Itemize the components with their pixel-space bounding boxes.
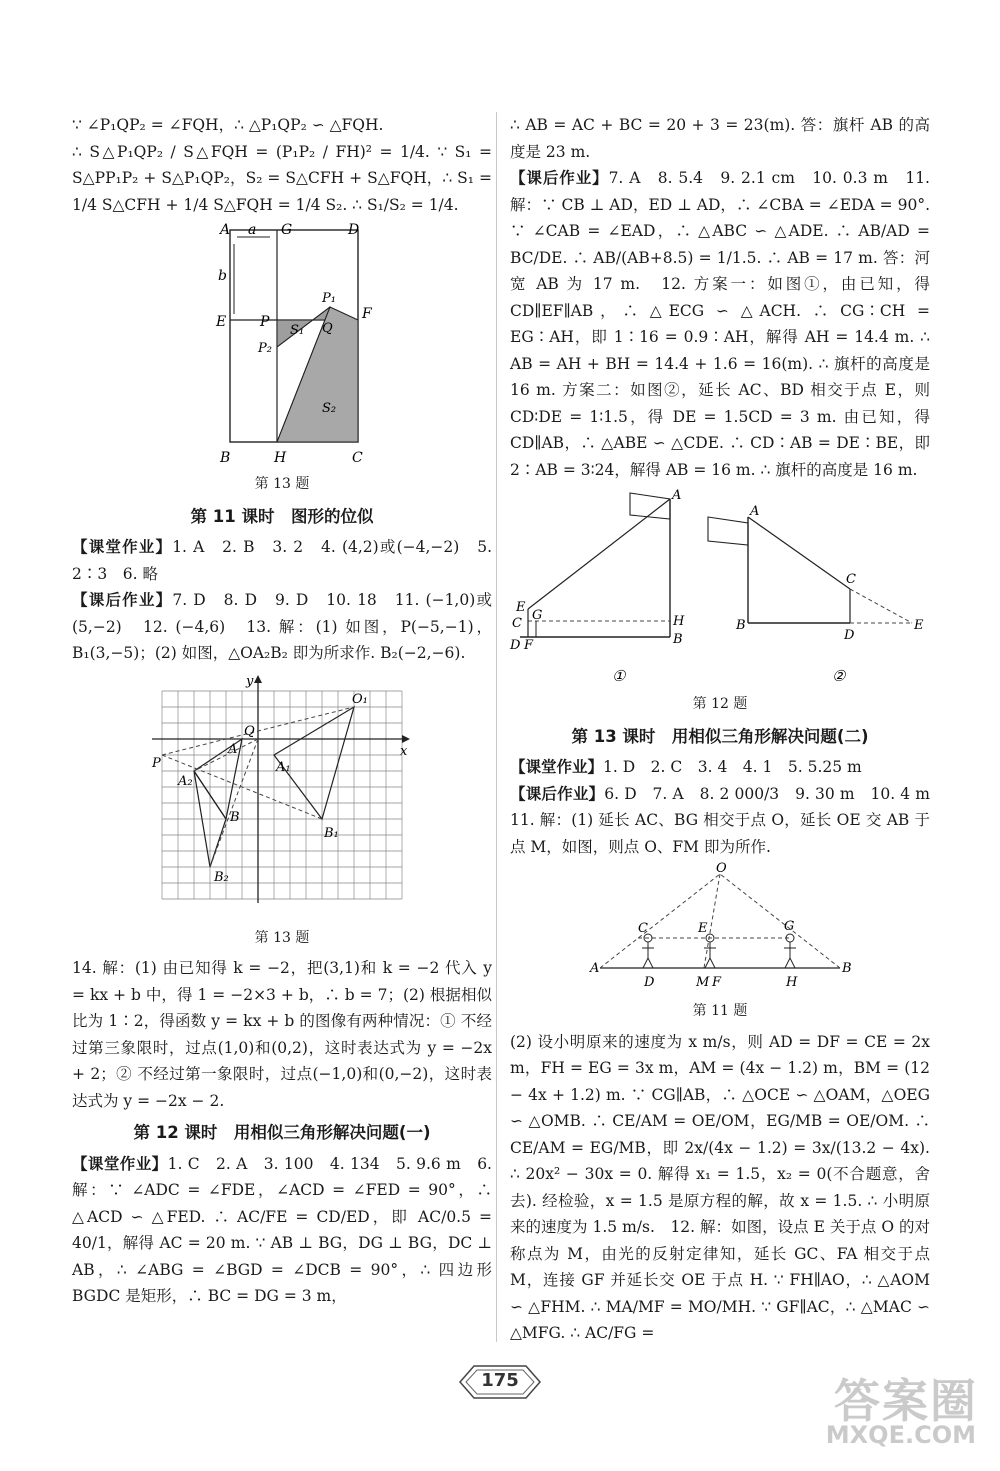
section-title: 第 13 课时 用相似三角形解决问题(二) — [571, 726, 869, 746]
paragraph: ∴ AB = AC + BC = 20 + 3 = 23(m). 答：旗杆 AB 的高度是 23 m. — [510, 116, 930, 161]
label-O: O — [716, 861, 727, 876]
label-Q: Q — [322, 321, 333, 336]
label-E: E — [216, 314, 227, 330]
label-A: A — [672, 488, 682, 503]
label-G: G — [532, 608, 543, 623]
section-title: 第 12 课时 用相似三角形解决问题(一) — [133, 1123, 431, 1142]
exercise-line — [510, 754, 930, 781]
figure-caption: 第 13 题 — [254, 476, 310, 492]
label-P: P — [152, 755, 161, 771]
exercise-line — [72, 587, 492, 667]
exercise-line — [510, 781, 946, 861]
figure-caption: 第 11 题 — [692, 1003, 748, 1019]
label-A: A — [228, 741, 238, 757]
label-circle-1: ① — [612, 667, 626, 685]
class-work-tag: 【课堂作业】 — [72, 538, 173, 556]
label-C: C — [512, 616, 522, 631]
class-work-tag: 【课堂作业】 — [72, 1154, 168, 1173]
label-O1: O₁ — [352, 691, 368, 707]
label-A: A — [220, 222, 231, 238]
figure-12-flagpoles — [510, 487, 930, 687]
label-G: G — [784, 919, 795, 934]
label-B: B — [220, 450, 231, 466]
label-circle-2: ② — [832, 667, 846, 685]
label-D: D — [844, 628, 855, 643]
exercise-line — [72, 1151, 492, 1310]
label-S1: S₁ — [290, 323, 305, 338]
coordinate-grid-figure — [152, 671, 412, 921]
question-11-12-solution: (2) 设小明原来的速度为 x m/s，则 AD = DF = CE = 2x m，FH = EG = 3x m，AM = (4x − 1.2) m，BM = (12 − 4x + 1.2) m. ∵ CG∥AB，∴ △OCE ∽ △OAM，△OEG ∽ △OMB. ∴ CE/AM = OE/OM，EG/MB = OE/OM. ∴ CE/AM = EG/MB，即 2x/(4x − 1.2) = 3x/(13.2 − 4x). ∴ 20x² − 30x = 0. 解得 x₁ = 1.5，x₂ = 0(不合题意，舍去). 经检验，x = 1.5 是原方程的解，故 x = 1.5. ∴ 小明原来的速度为 1.5 m/s. 12. 解：如图，设点 E 关于点 O 的对称点为 M，由光的反射定律知，延长 GC、FA 相交于点 M，连接 GF 并延长交 OE 于点 H. ∵ FH∥AO，∴ △AOM ∽ △FHM. ∴ MA/MF = MO/MH. ∵ GF∥AC，∴ △MAC ∽ △MFG. ∴ AC/FG = — [510, 1032, 930, 1342]
label-A: A — [750, 504, 760, 519]
class-work-tag: 【课堂作业】 — [510, 758, 604, 776]
page-number-text: 175 — [481, 1370, 519, 1391]
label-Q: Q — [244, 723, 255, 739]
answers: 7. A 8. 5.4 9. 2.1 cm 10. 0.3 m 11. 解：∵ CB ⊥ AD，ED ⊥ AD，∴ ∠CBA = ∠EDA = 90°. ∵ ∠CAB = ∠EAD，∴ △ABC ∽ △ADE. ∴ AB/AD = BC/DE. ∴ AB/(AB+8.5) = 1/1.5. ∴ AB = 17 m. 答：河宽 AB 为 17 m. 12. 方案一：如图①，由已知，得 CD∥EF∥AB，∴ △ECG ∽ △ACH. ∴ CG∶CH = EG∶AH，即 1∶16 = 0.9∶AH，解得 AH = 14.4 m. ∴ AB = AH + BH = 14.4 + 1.6 = 16(m). ∴ 旗杆的高度是 16 m. 方案二：如图②，延长 AC、BD 相交于点 E，则 CD∶DE = 1∶1.5，得 DE = 1.5CD = 3 m. 由已知，得 CD∥AB，∴ △ABE ∽ △CDE. ∴ CD∶AB = DE∶BE，即 2∶AB = 3∶24，解得 AB = 16 m. ∴ 旗杆的高度是 16 m. — [510, 169, 930, 479]
label-D: D — [510, 638, 521, 653]
label-F: F — [524, 638, 534, 653]
label-C: C — [638, 921, 648, 936]
label-H: H — [673, 614, 685, 629]
label-E: E — [914, 618, 924, 633]
answers: 7. D 8. D 9. D 10. 18 11. (−1,0)或(5,−2) 12. (−4,6) 13. 解：(1) 如图，P(−5,−1)，B₁(3,−5)；(2) 如图，△OA₂B₂ 即为所求作. B₂(−2,−6). — [72, 591, 492, 662]
answers: 6. D 7. A 8. 2 000/3 9. 30 m 10. 4 m 11. 解：(1) 延长 AC、BG 相交于点 O，延长 OE 交 AB 于点 M，如图，则点 O、FM 即为所作. — [510, 784, 946, 856]
figure-caption: 第 12 题 — [692, 696, 748, 712]
label-D: D — [644, 975, 655, 990]
label-F: F — [362, 306, 372, 322]
label-E: E — [516, 600, 526, 615]
label-A2: A₂ — [178, 773, 193, 789]
answers: 1. D 2. C 3. 4 4. 1 5. 5.25 m — [603, 758, 862, 776]
homework-tag: 【课后作业】 — [510, 169, 609, 187]
page-number — [458, 1362, 542, 1402]
exercise-line — [510, 165, 930, 483]
left-column — [72, 112, 492, 1310]
label-a: a — [248, 222, 257, 238]
label-B1: B₁ — [324, 825, 339, 841]
answers: 1. C 2. A 3. 100 4. 134 5. 9.6 m 6. 解：∵ ∠ADC = ∠FDE，∠ACD = ∠FED = 90°，∴ △ACD ∽ △FED. ∴ AC/FE = CD/ED，即 AC/0.5 = 40/1，解得 AC = 20 m. ∵ AB ⊥ BG，DG ⊥ BG，DC ⊥ AB，∴ ∠ABG = ∠BGD = ∠DCB = 90°，∴ 四边形 BGDC 是矩形，∴ BC = DG = 3 m， — [72, 1154, 492, 1305]
paragraph: ∴ S△P₁QP₂ / S△FQH = (P₁P₂ / FH)² = 1/4. ∵ S₁ = S△PP₁P₂ + S△P₁QP₂，S₂ = S△CFH + S△FQH，∴ S₁ = 1/4 S△CFH + 1/4 S△FQH = 1/4 S₂. ∴ S₁/S₂ = 1/4. — [72, 142, 492, 214]
label-B: B — [842, 961, 852, 976]
label-H: H — [786, 975, 798, 990]
label-C: C — [352, 450, 363, 466]
label-S2: S₂ — [322, 401, 337, 416]
label-B: B — [736, 618, 746, 633]
label-P: P — [260, 314, 270, 330]
homework-tag: 【课后作业】 — [72, 591, 173, 609]
section-title: 第 11 课时 图形的位似 — [190, 506, 374, 526]
label-P1: P₁ — [322, 291, 336, 306]
right-column — [510, 112, 946, 1347]
watermark-url: MXQE.COM — [825, 1421, 976, 1449]
label-D: D — [348, 222, 360, 238]
label-H: H — [274, 450, 287, 466]
homework-tag: 【课后作业】 — [510, 784, 605, 803]
label-B: B — [673, 632, 683, 647]
label-x: x — [400, 743, 408, 759]
label-B2: B₂ — [214, 869, 229, 885]
question-14-solution: 14. 解：(1) 由已知得 k = −2，把(3,1)和 k = −2 代入 y = kx + b 中，得 1 = −2×3 + b，∴ b = 7；(2) 根据相似比为 1∶2，得函数 y = kx + b 的图像有两种情况：① 不经过第三象限时，过点(1,0)和(0,2)，这时表达式为 y = −2x + 2；② 不经过第一象限时，过点(−1,0)和(0,−2)，这时表达式为 y = −2x − 2. — [72, 959, 492, 1110]
label-b: b — [218, 268, 227, 284]
figure-11-shadows — [590, 861, 852, 994]
answers: 1. A 2. B 3. 2 4. (4,2)或(−4,−2) 5. 2∶3 6. 略 — [72, 538, 492, 583]
label-G: G — [281, 222, 293, 238]
paragraph: ∵ ∠P₁QP₂ = ∠FQH，∴ △P₁QP₂ ∽ △FQH. — [72, 116, 384, 134]
figure-caption: 第 13 题 — [254, 929, 310, 946]
label-y: y — [246, 673, 254, 689]
watermark-title: 答案圈 — [834, 1374, 978, 1428]
figure-13-rectangle — [182, 222, 382, 467]
label-A: A — [590, 961, 600, 976]
watermark — [778, 1365, 978, 1457]
label-A1: A₁ — [276, 759, 291, 775]
label-E: E — [698, 921, 708, 936]
label-C: C — [846, 572, 856, 587]
label-P2: P₂ — [258, 341, 272, 356]
label-F: F — [712, 975, 722, 990]
label-B: B — [230, 809, 240, 825]
exercise-line — [72, 534, 492, 587]
label-M: M — [696, 975, 710, 990]
column-divider — [496, 112, 497, 1342]
